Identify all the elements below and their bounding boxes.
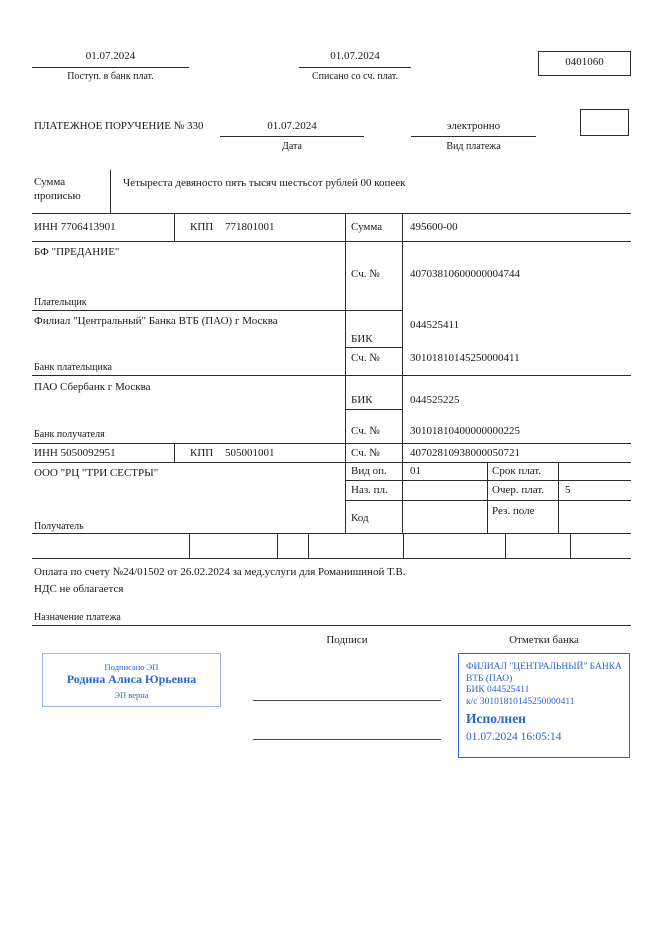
- priority-value: 5: [565, 484, 571, 496]
- bank-stamp-branch-line2: ВТБ (ПАО): [466, 674, 513, 684]
- payee-bank-account-label: Сч. №: [351, 425, 380, 437]
- amount-in-words: Четыреста девяносто пять тысяч шестьсот рублей 00 копеек: [123, 177, 406, 189]
- payment-kind-value: электронно: [446, 120, 501, 132]
- payer-label: Плательщик: [34, 297, 87, 308]
- payer-name: БФ "ПРЕДАНИЕ": [34, 246, 120, 258]
- purpose-code-label: Наз. пл.: [351, 484, 388, 496]
- table-line: [505, 533, 506, 558]
- payee-account: 40702810938000050721: [410, 447, 520, 459]
- table-line: [32, 310, 402, 311]
- table-line: [403, 533, 404, 558]
- payment-kind-label: Вид платежа: [446, 141, 501, 152]
- table-line: [345, 347, 402, 348]
- payee-bank-name: ПАО Сбербанк г Москва: [34, 381, 151, 393]
- table-line: [402, 213, 403, 533]
- table-line: [174, 443, 175, 462]
- status-box-empty: [580, 109, 629, 136]
- signatures-header: Подписи: [326, 634, 368, 646]
- payer-bank-bik-label: БИК: [351, 333, 373, 345]
- table-line: [570, 533, 571, 558]
- form-code-box: [538, 51, 631, 76]
- payer-bank-name: Филиал "Центральный" Банка ВТБ (ПАО) г Москва: [34, 315, 278, 327]
- payer-bank-label: Банк плательщика: [34, 362, 112, 373]
- table-line: [345, 480, 631, 481]
- ep-signer-name: Родина Алиса Юрьевна: [66, 672, 197, 686]
- debited-from-account-date: 01.07.2024: [330, 50, 380, 62]
- signature-line: [253, 700, 441, 701]
- code-label: Код: [351, 512, 369, 524]
- table-line: [32, 375, 631, 376]
- debited-from-account-label: Списано со сч. плат.: [311, 71, 399, 82]
- purpose-line2: НДС не облагается: [34, 583, 124, 595]
- amount-words-label-line1: Сумма: [34, 176, 66, 188]
- bank-stamp-bik: БИК 044525411: [466, 685, 530, 695]
- divider-line: [110, 170, 111, 213]
- bank-stamp-datetime: 01.07.2024 16:05:14: [466, 731, 562, 743]
- payer-kpp-value: 771801001: [225, 221, 275, 233]
- table-line: [32, 558, 631, 559]
- signature-line: [253, 739, 441, 740]
- divider-line: [411, 136, 536, 137]
- table-line: [277, 533, 278, 558]
- payer-account-label: Сч. №: [351, 268, 380, 280]
- payer-bank-bik: 044525411: [410, 319, 460, 331]
- table-line: [32, 213, 631, 214]
- sum-label: Сумма: [351, 221, 383, 233]
- priority-label: Очер. плат.: [492, 484, 545, 496]
- document-title: ПЛАТЕЖНОЕ ПОРУЧЕНИЕ № 330: [34, 120, 204, 132]
- bank-marks-header: Отметки банка: [509, 634, 579, 646]
- payee-bank-bik: 044525225: [410, 394, 460, 406]
- purpose-line1: Оплата по счету №24/01502 от 26.02.2024 за мед.услуги для Романишиной Т.В.: [34, 566, 406, 578]
- payee-name: ООО "РЦ "ТРИ СЕСТРЫ": [34, 467, 159, 479]
- date-label: Дата: [282, 141, 302, 152]
- table-line: [32, 533, 631, 534]
- payer-bank-account-label: Сч. №: [351, 352, 380, 364]
- due-date-label: Срок плат.: [492, 465, 542, 477]
- table-line: [32, 443, 631, 444]
- table-line: [558, 462, 559, 533]
- sum-value: 495600-00: [410, 221, 458, 233]
- op-kind-label: Вид оп.: [351, 465, 387, 477]
- payee-bank-label: Банк получателя: [34, 429, 105, 440]
- bank-stamp-corr-account: к/с 30101810145250000411: [466, 697, 575, 707]
- amount-words-label-line2: прописью: [34, 190, 81, 202]
- ep-valid-label: ЭП верна: [114, 690, 149, 700]
- table-line: [487, 462, 488, 533]
- payer-bank-account: 30101810145250000411: [410, 352, 520, 364]
- divider-line: [32, 625, 631, 626]
- bank-execution-stamp: [458, 653, 630, 758]
- table-line: [345, 213, 346, 533]
- divider-line: [220, 136, 364, 137]
- purpose-label: Назначение платежа: [34, 612, 121, 623]
- table-line: [174, 213, 175, 241]
- op-kind-value: 01: [410, 465, 421, 477]
- table-line: [345, 409, 402, 410]
- table-line: [308, 533, 309, 558]
- payee-kpp-label: КПП: [190, 447, 214, 459]
- form-code: 0401060: [565, 56, 604, 68]
- payee-inn: ИНН 5050092951: [34, 447, 116, 459]
- payer-inn: ИНН 7706413901: [34, 221, 116, 233]
- received-in-bank-date: 01.07.2024: [85, 50, 136, 62]
- divider-line: [32, 67, 189, 68]
- payer-kpp-label: КПП: [190, 221, 214, 233]
- payee-account-label: Сч. №: [351, 447, 380, 459]
- table-line: [189, 533, 190, 558]
- bank-stamp-status: Исполнен: [466, 711, 526, 726]
- bank-stamp-branch-line1: ФИЛИАЛ "ЦЕНТРАЛЬНЫЙ" БАНКА: [466, 662, 622, 672]
- reserve-field-label: Рез. поле: [492, 505, 535, 517]
- payee-kpp-value: 505001001: [225, 447, 275, 459]
- divider-line: [299, 67, 411, 68]
- received-in-bank-label: Поступ. в банк плат.: [67, 71, 154, 82]
- payee-bank-bik-label: БИК: [351, 394, 373, 406]
- payee-bank-account: 30101810400000000225: [410, 425, 520, 437]
- document-date: 01.07.2024: [267, 120, 317, 132]
- table-line: [32, 462, 631, 463]
- electronic-signature-stamp: [42, 653, 221, 707]
- payer-account: 40703810600000004744: [410, 268, 520, 280]
- table-line: [32, 241, 631, 242]
- table-line: [345, 500, 631, 501]
- ep-signed-label: Подписано ЭП: [104, 662, 159, 672]
- payee-label: Получатель: [34, 521, 84, 532]
